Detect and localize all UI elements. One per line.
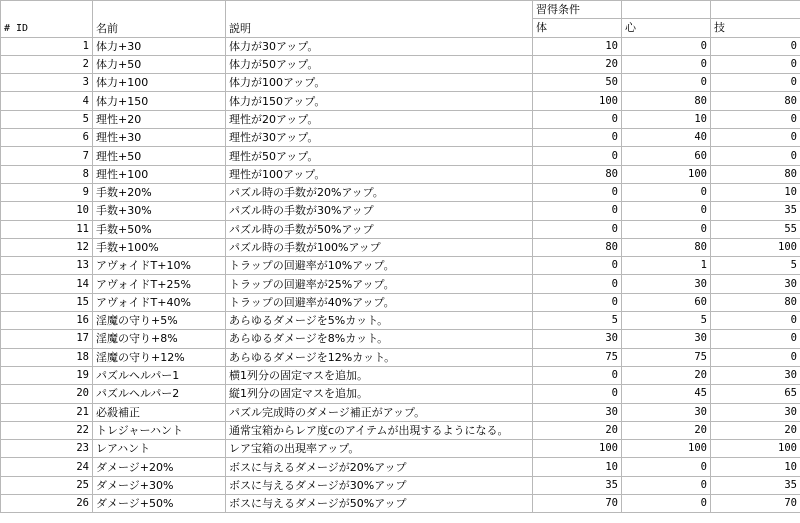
cell-body[interactable]: 100 xyxy=(533,92,622,110)
table-row xyxy=(1,74,800,92)
cell-name[interactable]: ダメージ+20% xyxy=(93,458,226,476)
cell-name[interactable]: アヴォイドT+25% xyxy=(93,275,226,293)
cell-id[interactable]: 22 xyxy=(1,421,93,439)
cell-id[interactable]: 2 xyxy=(1,55,93,73)
cell-name[interactable]: 体力+100 xyxy=(93,74,226,92)
cell-skill[interactable]: 0 xyxy=(711,330,800,348)
cell-id[interactable]: 14 xyxy=(1,275,93,293)
cell-name[interactable]: 体力+50 xyxy=(93,55,226,73)
cell-body[interactable]: 5 xyxy=(533,312,622,330)
cell-name[interactable]: 手数+20% xyxy=(93,183,226,201)
cell-id[interactable]: 13 xyxy=(1,257,93,275)
cell-description[interactable]: パズル時の手数が20%アップ。 xyxy=(226,183,533,201)
cell-body[interactable]: 0 xyxy=(533,220,622,238)
cell-skill[interactable]: 20 xyxy=(711,421,800,439)
cell-skill[interactable]: 0 xyxy=(711,37,800,55)
cell-body[interactable]: 80 xyxy=(533,165,622,183)
cell-heart[interactable]: 5 xyxy=(622,312,711,330)
cell-skill[interactable]: 30 xyxy=(711,275,800,293)
cell-heart[interactable]: 80 xyxy=(622,92,711,110)
cell-id[interactable]: 15 xyxy=(1,293,93,311)
cell-name[interactable]: パズルヘルパー2 xyxy=(93,385,226,403)
cell-name[interactable]: 淫魔の守り+8% xyxy=(93,330,226,348)
table-row xyxy=(1,202,800,220)
cell-description[interactable]: トラップの回避率が40%アップ。 xyxy=(226,293,533,311)
header-blank-cell[interactable] xyxy=(622,1,711,19)
table-row xyxy=(1,110,800,128)
cell-heart[interactable]: 0 xyxy=(622,220,711,238)
cell-id[interactable]: 5 xyxy=(1,110,93,128)
cell-skill[interactable]: 10 xyxy=(711,458,800,476)
cell-heart[interactable]: 45 xyxy=(622,385,711,403)
table-row xyxy=(1,440,800,458)
cell-body[interactable]: 0 xyxy=(533,183,622,201)
cell-body[interactable]: 0 xyxy=(533,366,622,384)
cell-skill[interactable]: 10 xyxy=(711,183,800,201)
cell-heart[interactable]: 60 xyxy=(622,147,711,165)
cell-skill[interactable]: 80 xyxy=(711,165,800,183)
cell-skill[interactable]: 0 xyxy=(711,129,800,147)
cell-heart[interactable]: 0 xyxy=(622,495,711,513)
cell-skill[interactable]: 35 xyxy=(711,476,800,494)
table-row xyxy=(1,403,800,421)
cell-heart[interactable]: 0 xyxy=(622,183,711,201)
cell-skill[interactable]: 0 xyxy=(711,110,800,128)
cell-id[interactable]: 12 xyxy=(1,238,93,256)
table-row xyxy=(1,348,800,366)
cell-heart[interactable]: 40 xyxy=(622,129,711,147)
cell-skill[interactable]: 100 xyxy=(711,238,800,256)
cell-body[interactable]: 0 xyxy=(533,129,622,147)
cell-description[interactable]: パズル時の手数が100%アップ xyxy=(226,238,533,256)
cell-skill[interactable]: 35 xyxy=(711,202,800,220)
cell-id[interactable]: 9 xyxy=(1,183,93,201)
cell-description[interactable]: パズル時の手数が50%アップ xyxy=(226,220,533,238)
cell-description[interactable]: レア宝箱の出現率アップ。 xyxy=(226,440,533,458)
cell-description[interactable]: トラップの回避率が25%アップ。 xyxy=(226,275,533,293)
cell-description[interactable]: 体力が30アップ。 xyxy=(226,37,533,55)
cell-description[interactable]: 体力が50アップ。 xyxy=(226,55,533,73)
cell-body[interactable]: 20 xyxy=(533,55,622,73)
table-row xyxy=(1,421,800,439)
table-row xyxy=(1,293,800,311)
cell-heart[interactable]: 10 xyxy=(622,110,711,128)
cell-heart[interactable]: 0 xyxy=(622,37,711,55)
cell-description[interactable]: 横1列分の固定マスを追加。 xyxy=(226,366,533,384)
cell-description[interactable]: 理性が50アップ。 xyxy=(226,147,533,165)
table-row xyxy=(1,275,800,293)
cell-heart[interactable]: 0 xyxy=(622,74,711,92)
cell-heart[interactable]: 30 xyxy=(622,330,711,348)
cell-skill[interactable]: 0 xyxy=(711,74,800,92)
cell-description[interactable]: パズル時の手数が30%アップ xyxy=(226,202,533,220)
cell-name[interactable]: 理性+30 xyxy=(93,129,226,147)
cell-body[interactable]: 80 xyxy=(533,238,622,256)
cell-heart[interactable]: 0 xyxy=(622,476,711,494)
cell-description[interactable]: 縦1列分の固定マスを追加。 xyxy=(226,385,533,403)
cell-description[interactable]: あらゆるダメージを12%カット。 xyxy=(226,348,533,366)
cell-name[interactable]: 必殺補正 xyxy=(93,403,226,421)
cell-id[interactable]: 26 xyxy=(1,495,93,513)
header-heart[interactable]: 心 xyxy=(622,19,711,37)
cell-description[interactable]: トラップの回避率が10%アップ。 xyxy=(226,257,533,275)
cell-id[interactable]: 1 xyxy=(1,37,93,55)
cell-name[interactable]: ダメージ+30% xyxy=(93,476,226,494)
cell-name[interactable]: 理性+20 xyxy=(93,110,226,128)
header-condition-group[interactable]: 習得条件 xyxy=(533,1,622,19)
cell-name[interactable]: 手数+30% xyxy=(93,202,226,220)
table-row xyxy=(1,257,800,275)
cell-skill[interactable]: 0 xyxy=(711,55,800,73)
cell-id[interactable]: 17 xyxy=(1,330,93,348)
table-row xyxy=(1,147,800,165)
cell-heart[interactable]: 0 xyxy=(622,55,711,73)
cell-description[interactable]: 理性が20アップ。 xyxy=(226,110,533,128)
cell-heart[interactable]: 0 xyxy=(622,458,711,476)
cell-description[interactable]: ボスに与えるダメージが20%アップ xyxy=(226,458,533,476)
table-row xyxy=(1,92,800,110)
cell-body[interactable]: 35 xyxy=(533,476,622,494)
cell-description[interactable]: 理性が30アップ。 xyxy=(226,129,533,147)
cell-description[interactable]: 理性が100アップ。 xyxy=(226,165,533,183)
table-row xyxy=(1,238,800,256)
table-row xyxy=(1,37,800,55)
cell-id[interactable]: 24 xyxy=(1,458,93,476)
cell-description[interactable]: 通常宝箱からレア度cのアイテムが出現するようになる。 xyxy=(226,421,533,439)
header-name[interactable]: 名前 xyxy=(93,1,226,38)
cell-skill[interactable]: 65 xyxy=(711,385,800,403)
cell-skill[interactable]: 5 xyxy=(711,257,800,275)
cell-heart[interactable]: 75 xyxy=(622,348,711,366)
cell-name[interactable]: 淫魔の守り+12% xyxy=(93,348,226,366)
header-blank-cell[interactable] xyxy=(711,1,800,19)
cell-name[interactable]: 体力+30 xyxy=(93,37,226,55)
cell-heart[interactable]: 100 xyxy=(622,165,711,183)
cell-description[interactable]: 体力が150アップ。 xyxy=(226,92,533,110)
cell-id[interactable]: 16 xyxy=(1,312,93,330)
header-row-1 xyxy=(1,1,800,19)
cell-skill[interactable]: 80 xyxy=(711,293,800,311)
cell-description[interactable]: ボスに与えるダメージが30%アップ xyxy=(226,476,533,494)
table-row xyxy=(1,183,800,201)
cell-id[interactable]: 23 xyxy=(1,440,93,458)
cell-heart[interactable]: 100 xyxy=(622,440,711,458)
cell-id[interactable]: 3 xyxy=(1,74,93,92)
cell-body[interactable]: 30 xyxy=(533,403,622,421)
table-row xyxy=(1,385,800,403)
cell-heart[interactable]: 30 xyxy=(622,403,711,421)
cell-name[interactable]: 手数+100% xyxy=(93,238,226,256)
cell-body[interactable]: 70 xyxy=(533,495,622,513)
cell-id[interactable]: 11 xyxy=(1,220,93,238)
cell-body[interactable]: 20 xyxy=(533,421,622,439)
cell-id[interactable]: 20 xyxy=(1,385,93,403)
table-row xyxy=(1,330,800,348)
cell-body[interactable]: 0 xyxy=(533,293,622,311)
cell-name[interactable]: 体力+150 xyxy=(93,92,226,110)
cell-id[interactable]: 8 xyxy=(1,165,93,183)
cell-heart[interactable]: 20 xyxy=(622,421,711,439)
cell-name[interactable]: アヴォイドT+10% xyxy=(93,257,226,275)
cell-description[interactable]: あらゆるダメージを5%カット。 xyxy=(226,312,533,330)
cell-skill[interactable]: 80 xyxy=(711,92,800,110)
cell-id[interactable]: 21 xyxy=(1,403,93,421)
cell-skill[interactable]: 55 xyxy=(711,220,800,238)
table-row xyxy=(1,458,800,476)
cell-name[interactable]: アヴォイドT+40% xyxy=(93,293,226,311)
cell-skill[interactable]: 0 xyxy=(711,312,800,330)
cell-id[interactable]: 25 xyxy=(1,476,93,494)
cell-body[interactable]: 30 xyxy=(533,330,622,348)
cell-id[interactable]: 7 xyxy=(1,147,93,165)
cell-body[interactable]: 10 xyxy=(533,458,622,476)
cell-body[interactable]: 75 xyxy=(533,348,622,366)
header-skill[interactable]: 技 xyxy=(711,19,800,37)
cell-heart[interactable]: 60 xyxy=(622,293,711,311)
cell-name[interactable]: 理性+100 xyxy=(93,165,226,183)
cell-description[interactable]: あらゆるダメージを8%カット。 xyxy=(226,330,533,348)
cell-body[interactable]: 0 xyxy=(533,257,622,275)
cell-name[interactable]: レアハント xyxy=(93,440,226,458)
cell-body[interactable]: 50 xyxy=(533,74,622,92)
cell-skill[interactable]: 100 xyxy=(711,440,800,458)
cell-name[interactable]: ダメージ+50% xyxy=(93,495,226,513)
cell-skill[interactable]: 0 xyxy=(711,147,800,165)
cell-skill[interactable]: 30 xyxy=(711,366,800,384)
cell-id[interactable]: 4 xyxy=(1,92,93,110)
cell-name[interactable]: パズルヘルパー1 xyxy=(93,366,226,384)
cell-name[interactable]: 淫魔の守り+5% xyxy=(93,312,226,330)
table-row xyxy=(1,476,800,494)
table-row xyxy=(1,495,800,513)
cell-heart[interactable]: 30 xyxy=(622,275,711,293)
cell-description[interactable]: パズル完成時のダメージ補正がアップ。 xyxy=(226,403,533,421)
header-body[interactable]: 体 xyxy=(533,19,622,37)
table-row xyxy=(1,312,800,330)
cell-heart[interactable]: 1 xyxy=(622,257,711,275)
table-row xyxy=(1,55,800,73)
cell-id[interactable]: 19 xyxy=(1,366,93,384)
cell-body[interactable]: 0 xyxy=(533,385,622,403)
table-row xyxy=(1,129,800,147)
table-row xyxy=(1,366,800,384)
cell-skill[interactable]: 70 xyxy=(711,495,800,513)
cell-skill[interactable]: 0 xyxy=(711,348,800,366)
table-row xyxy=(1,165,800,183)
cell-body[interactable]: 0 xyxy=(533,202,622,220)
cell-name[interactable]: 手数+50% xyxy=(93,220,226,238)
header-description[interactable]: 説明 xyxy=(226,1,533,38)
cell-body[interactable]: 0 xyxy=(533,275,622,293)
cell-id[interactable]: 6 xyxy=(1,129,93,147)
cell-description[interactable]: 体力が100アップ。 xyxy=(226,74,533,92)
table-row xyxy=(1,220,800,238)
cell-heart[interactable]: 20 xyxy=(622,366,711,384)
cell-name[interactable]: トレジャーハント xyxy=(93,421,226,439)
cell-id[interactable]: 18 xyxy=(1,348,93,366)
cell-name[interactable]: 理性+50 xyxy=(93,147,226,165)
header-id[interactable]: # ID xyxy=(1,1,93,38)
cell-body[interactable]: 10 xyxy=(533,37,622,55)
cell-body[interactable]: 0 xyxy=(533,110,622,128)
cell-heart[interactable]: 0 xyxy=(622,202,711,220)
cell-heart[interactable]: 80 xyxy=(622,238,711,256)
cell-body[interactable]: 100 xyxy=(533,440,622,458)
cell-id[interactable]: 10 xyxy=(1,202,93,220)
cell-body[interactable]: 0 xyxy=(533,147,622,165)
cell-description[interactable]: ボスに与えるダメージが50%アップ xyxy=(226,495,533,513)
cell-skill[interactable]: 30 xyxy=(711,403,800,421)
